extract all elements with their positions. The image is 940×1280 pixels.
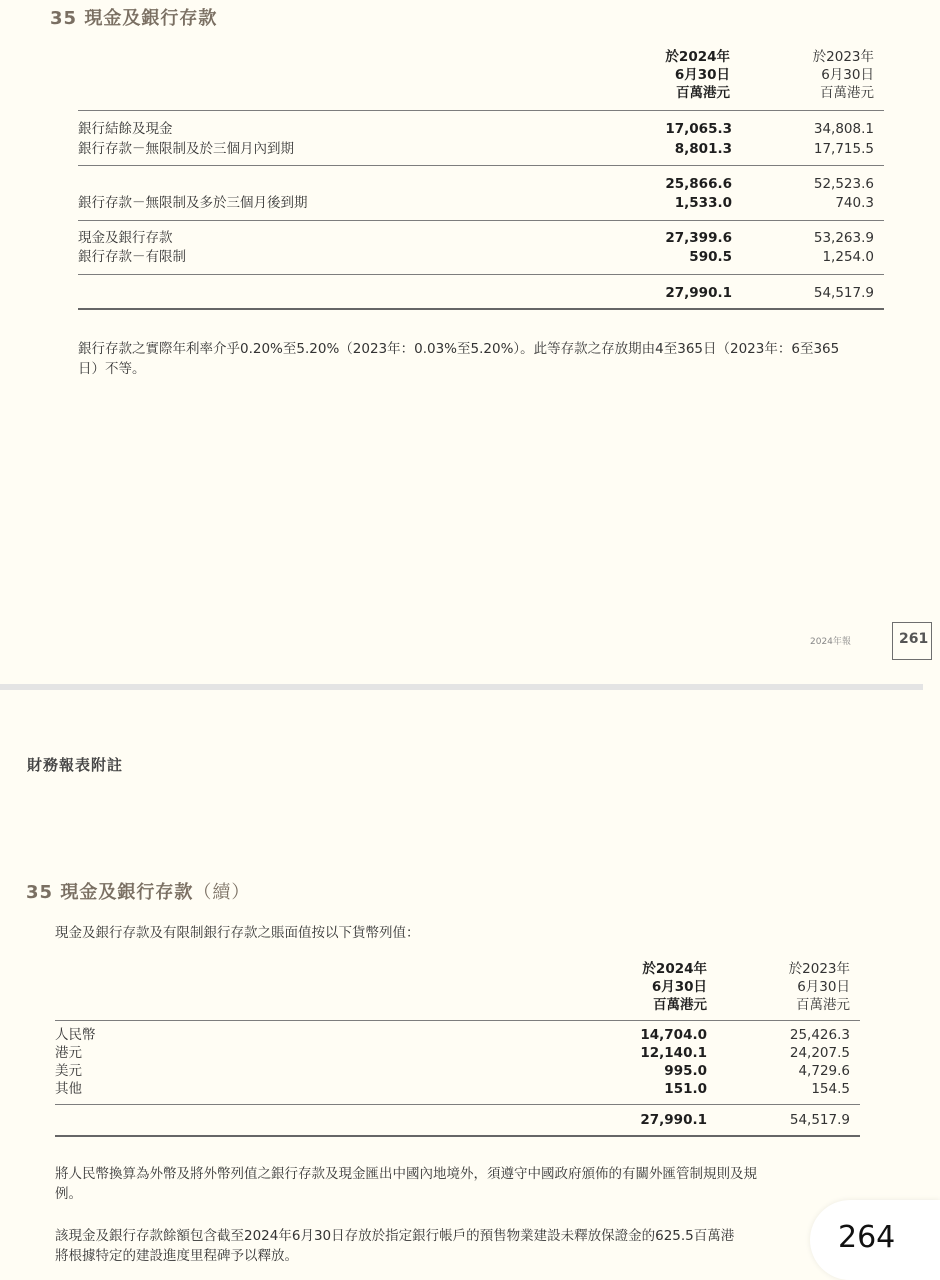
currency-table xyxy=(55,960,860,1140)
col-header-2023: 於2023年 6月30日 百萬港元 xyxy=(788,961,850,1013)
divider xyxy=(78,165,884,166)
deposit-note: 該現金及銀行存款餘額包含截至2024年6月30日存放於指定銀行帳戶的預售物業建設未釋放保證金的625.5百萬港 將根據特定的建設進度里程碑予以釋放。 xyxy=(55,1228,735,1264)
page-number: 261 xyxy=(899,631,929,647)
divider xyxy=(55,1020,860,1021)
divider xyxy=(78,274,884,275)
cash-table xyxy=(78,48,884,318)
table-row: 美元 995.0 4,729.6 xyxy=(55,1063,850,1079)
table-row: 銀行結餘及現金 17,065.3 34,808.1 xyxy=(78,121,874,137)
divider xyxy=(78,110,884,111)
footer-label: 2024年報 xyxy=(810,637,851,647)
table-row: 港元 12,140.1 24,207.5 xyxy=(55,1045,850,1061)
running-header: 財務報表附註 xyxy=(27,756,124,774)
table-row: 銀行存款－無限制及於三個月內到期 8,801.3 17,715.5 xyxy=(78,141,874,157)
viewer-page-number: 264 xyxy=(838,1220,896,1255)
total-underline xyxy=(55,1135,860,1137)
table-row-total: 27,990.1 54,517.9 xyxy=(640,1112,850,1128)
table-row: 銀行存款－無限制及多於三個月後到期 1,533.0 740.3 xyxy=(78,195,874,211)
col-header-2024: 於2024年 6月30日 百萬港元 xyxy=(642,961,707,1013)
table-row: 現金及銀行存款 27,399.6 53,263.9 xyxy=(78,230,874,246)
divider xyxy=(55,1104,860,1105)
section-title: 35 現金及銀行存款（續） xyxy=(26,882,251,903)
total-underline xyxy=(78,308,884,310)
divider xyxy=(78,220,884,221)
table-row: 人民幣 14,704.0 25,426.3 xyxy=(55,1027,850,1043)
col-header-2023: 於2023年 6月30日 百萬港元 xyxy=(812,49,874,101)
intro-text: 現金及銀行存款及有限制銀行存款之賬面值按以下貨幣列值： xyxy=(55,925,420,941)
page-number-box xyxy=(892,622,932,660)
viewer-page-indicator[interactable] xyxy=(810,1200,940,1280)
table-row: 銀行存款－有限制 590.5 1,254.0 xyxy=(78,249,874,265)
table-row: 25,866.6 52,523.6 xyxy=(665,176,874,192)
col-header-2024: 於2024年 6月30日 百萬港元 xyxy=(665,49,730,101)
table-row: 其他 151.0 154.5 xyxy=(55,1081,850,1097)
interest-note: 銀行存款之實際年利率介乎0.20%至5.20%（2023年：0.03%至5.20%）。此等存款之存放期由4至365日（2023年：6至365 日）不等。 xyxy=(78,341,840,377)
table-row-total: 27,990.1 54,517.9 xyxy=(665,285,874,301)
section-title: 35 現金及銀行存款 xyxy=(50,8,218,29)
page-262 xyxy=(0,690,923,1280)
fx-control-note: 將人民幣換算為外幣及將外幣列值之銀行存款及現金匯出中國內地境外，須遵守中國政府頒佈的有關外匯管制規則及規 例。 xyxy=(55,1166,757,1202)
